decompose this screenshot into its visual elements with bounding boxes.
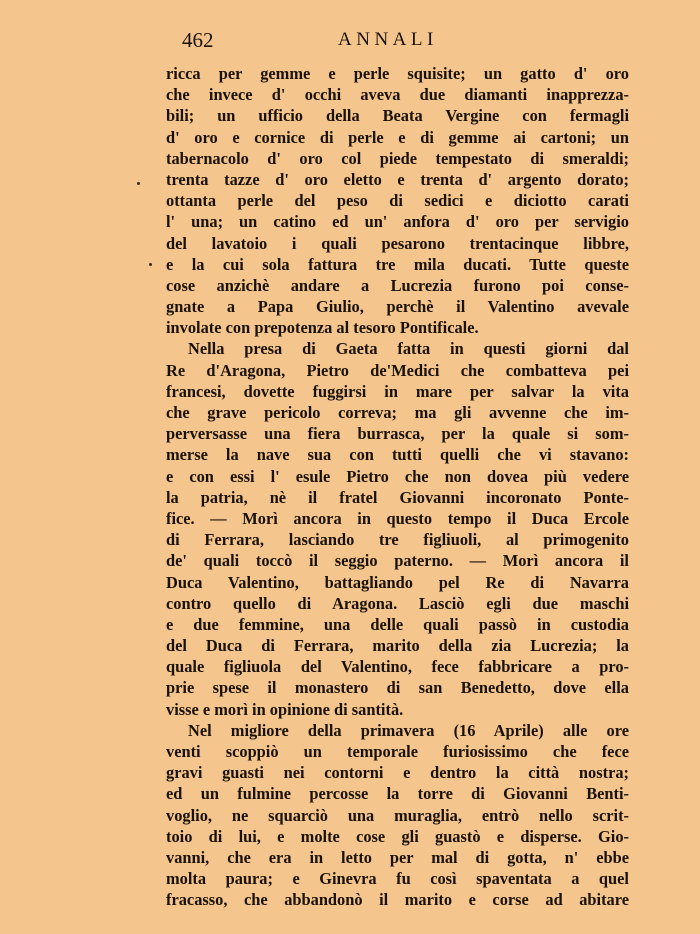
text-line: e con essi l' esule Pietro che non dovea più vedere (166, 466, 629, 486)
paragraph-start-line: Nella presa di Gaeta fatta in questi giorni dal (188, 339, 629, 359)
text-line: molta paura; e Ginevra fu così spaventata a quel (166, 869, 629, 889)
text-line: Duca Valentino, battagliando pel Re di Navarra (166, 572, 629, 592)
text-line: visse e morì in opinione di santità. (166, 699, 404, 719)
text-line: gravi guasti nei contorni e dentro la città nostra; (166, 763, 629, 783)
text-line: e due femmine, una delle quali passò in custodia (166, 614, 629, 634)
text-line: del Duca di Ferrara, marito della zia Lucrezia; la (166, 636, 629, 656)
text-line: ricca per gemme e perle squisite; un gatto d' oro (166, 64, 629, 83)
body-text (166, 63, 629, 911)
text-line: gnate a Papa Giulio, perchè il Valentino avevale (166, 297, 629, 317)
text-line: tabernacolo d' oro col piede tempestato di smeraldi; (166, 148, 629, 168)
ink-speck (149, 263, 152, 266)
ink-speck (137, 182, 140, 185)
text-line: d' oro e cornice di perle e di gemme ai cartoni; un (166, 127, 629, 147)
text-line: venti scoppiò un temporale furiosissimo che fece (166, 742, 629, 761)
paragraph-start-line: Nel migliore della primavera (16 Aprile) alle ore (188, 720, 629, 740)
text-line: di Ferrara, lasciando tre figliuoli, al primogenito (166, 530, 629, 550)
text-line: del lavatoio i quali pesarono trentacinque libbre, (166, 233, 629, 253)
text-line: voglio, ne squarciò una muraglia, entrò nello scrit- (166, 805, 629, 825)
text-line: la patria, nè il fratel Giovanni incoronato Ponte- (166, 487, 629, 507)
text-line: Re d'Aragona, Pietro de'Medici che combatteva pei (166, 360, 629, 380)
text-line: fice. — Morì ancora in questo tempo il Duca Ercole (166, 508, 629, 528)
text-line: che invece d' occhi aveva due diamanti inapprezza- (166, 85, 629, 105)
text-line: contro quello di Aragona. Lasciò egli due maschi (166, 593, 629, 613)
text-line: bili; un ufficio della Beata Vergine con fermagli (166, 106, 629, 126)
text-line: ottanta perle del peso di sedici e diciotto carati (166, 191, 629, 211)
text-line: merse la nave sua con tutti quelli che vi stavano: (166, 445, 629, 465)
text-line: perversasse una fiera burrasca, per la quale si som- (166, 424, 629, 444)
text-line: l' una; un catino ed un' anfora d' oro per servigio (166, 212, 629, 232)
running-title: ANNALI (338, 29, 438, 50)
text-line: ed un fulmine percosse la torre di Giovanni Benti- (166, 784, 629, 804)
text-line: de' quali toccò il seggio paterno. — Morì ancora il (166, 551, 629, 571)
text-line: trenta tazze d' oro eletto e trenta d' argento dorato; (166, 169, 629, 189)
text-line: francesi, dovette fuggirsi in mare per salvar la vita (166, 381, 629, 401)
text-line: cose anzichè andare a Lucrezia furono poi conse- (166, 275, 629, 295)
text-line: vanni, che era in letto per mal di gotta, n' ebbe (166, 847, 629, 867)
text-line: toio di lui, e molte cose gli guastò e disperse. Gio- (166, 826, 629, 846)
text-line: e la cui sola fattura tre mila ducati. Tutte queste (166, 254, 629, 274)
text-line: prie spese il monastero di san Benedetto, dove ella (166, 678, 629, 698)
text-line: involate con prepotenza al tesoro Pontificale. (166, 318, 479, 338)
text-line: che grave pericolo correva; ma gli avvenne che im- (166, 403, 629, 422)
text-line: quale figliuola del Valentino, fece fabbricare a pro- (166, 657, 629, 677)
page-number: 462 (182, 28, 214, 52)
running-header (166, 28, 629, 52)
text-line: fracasso, che abbandonò il marito e corse ad abitare (166, 890, 629, 910)
